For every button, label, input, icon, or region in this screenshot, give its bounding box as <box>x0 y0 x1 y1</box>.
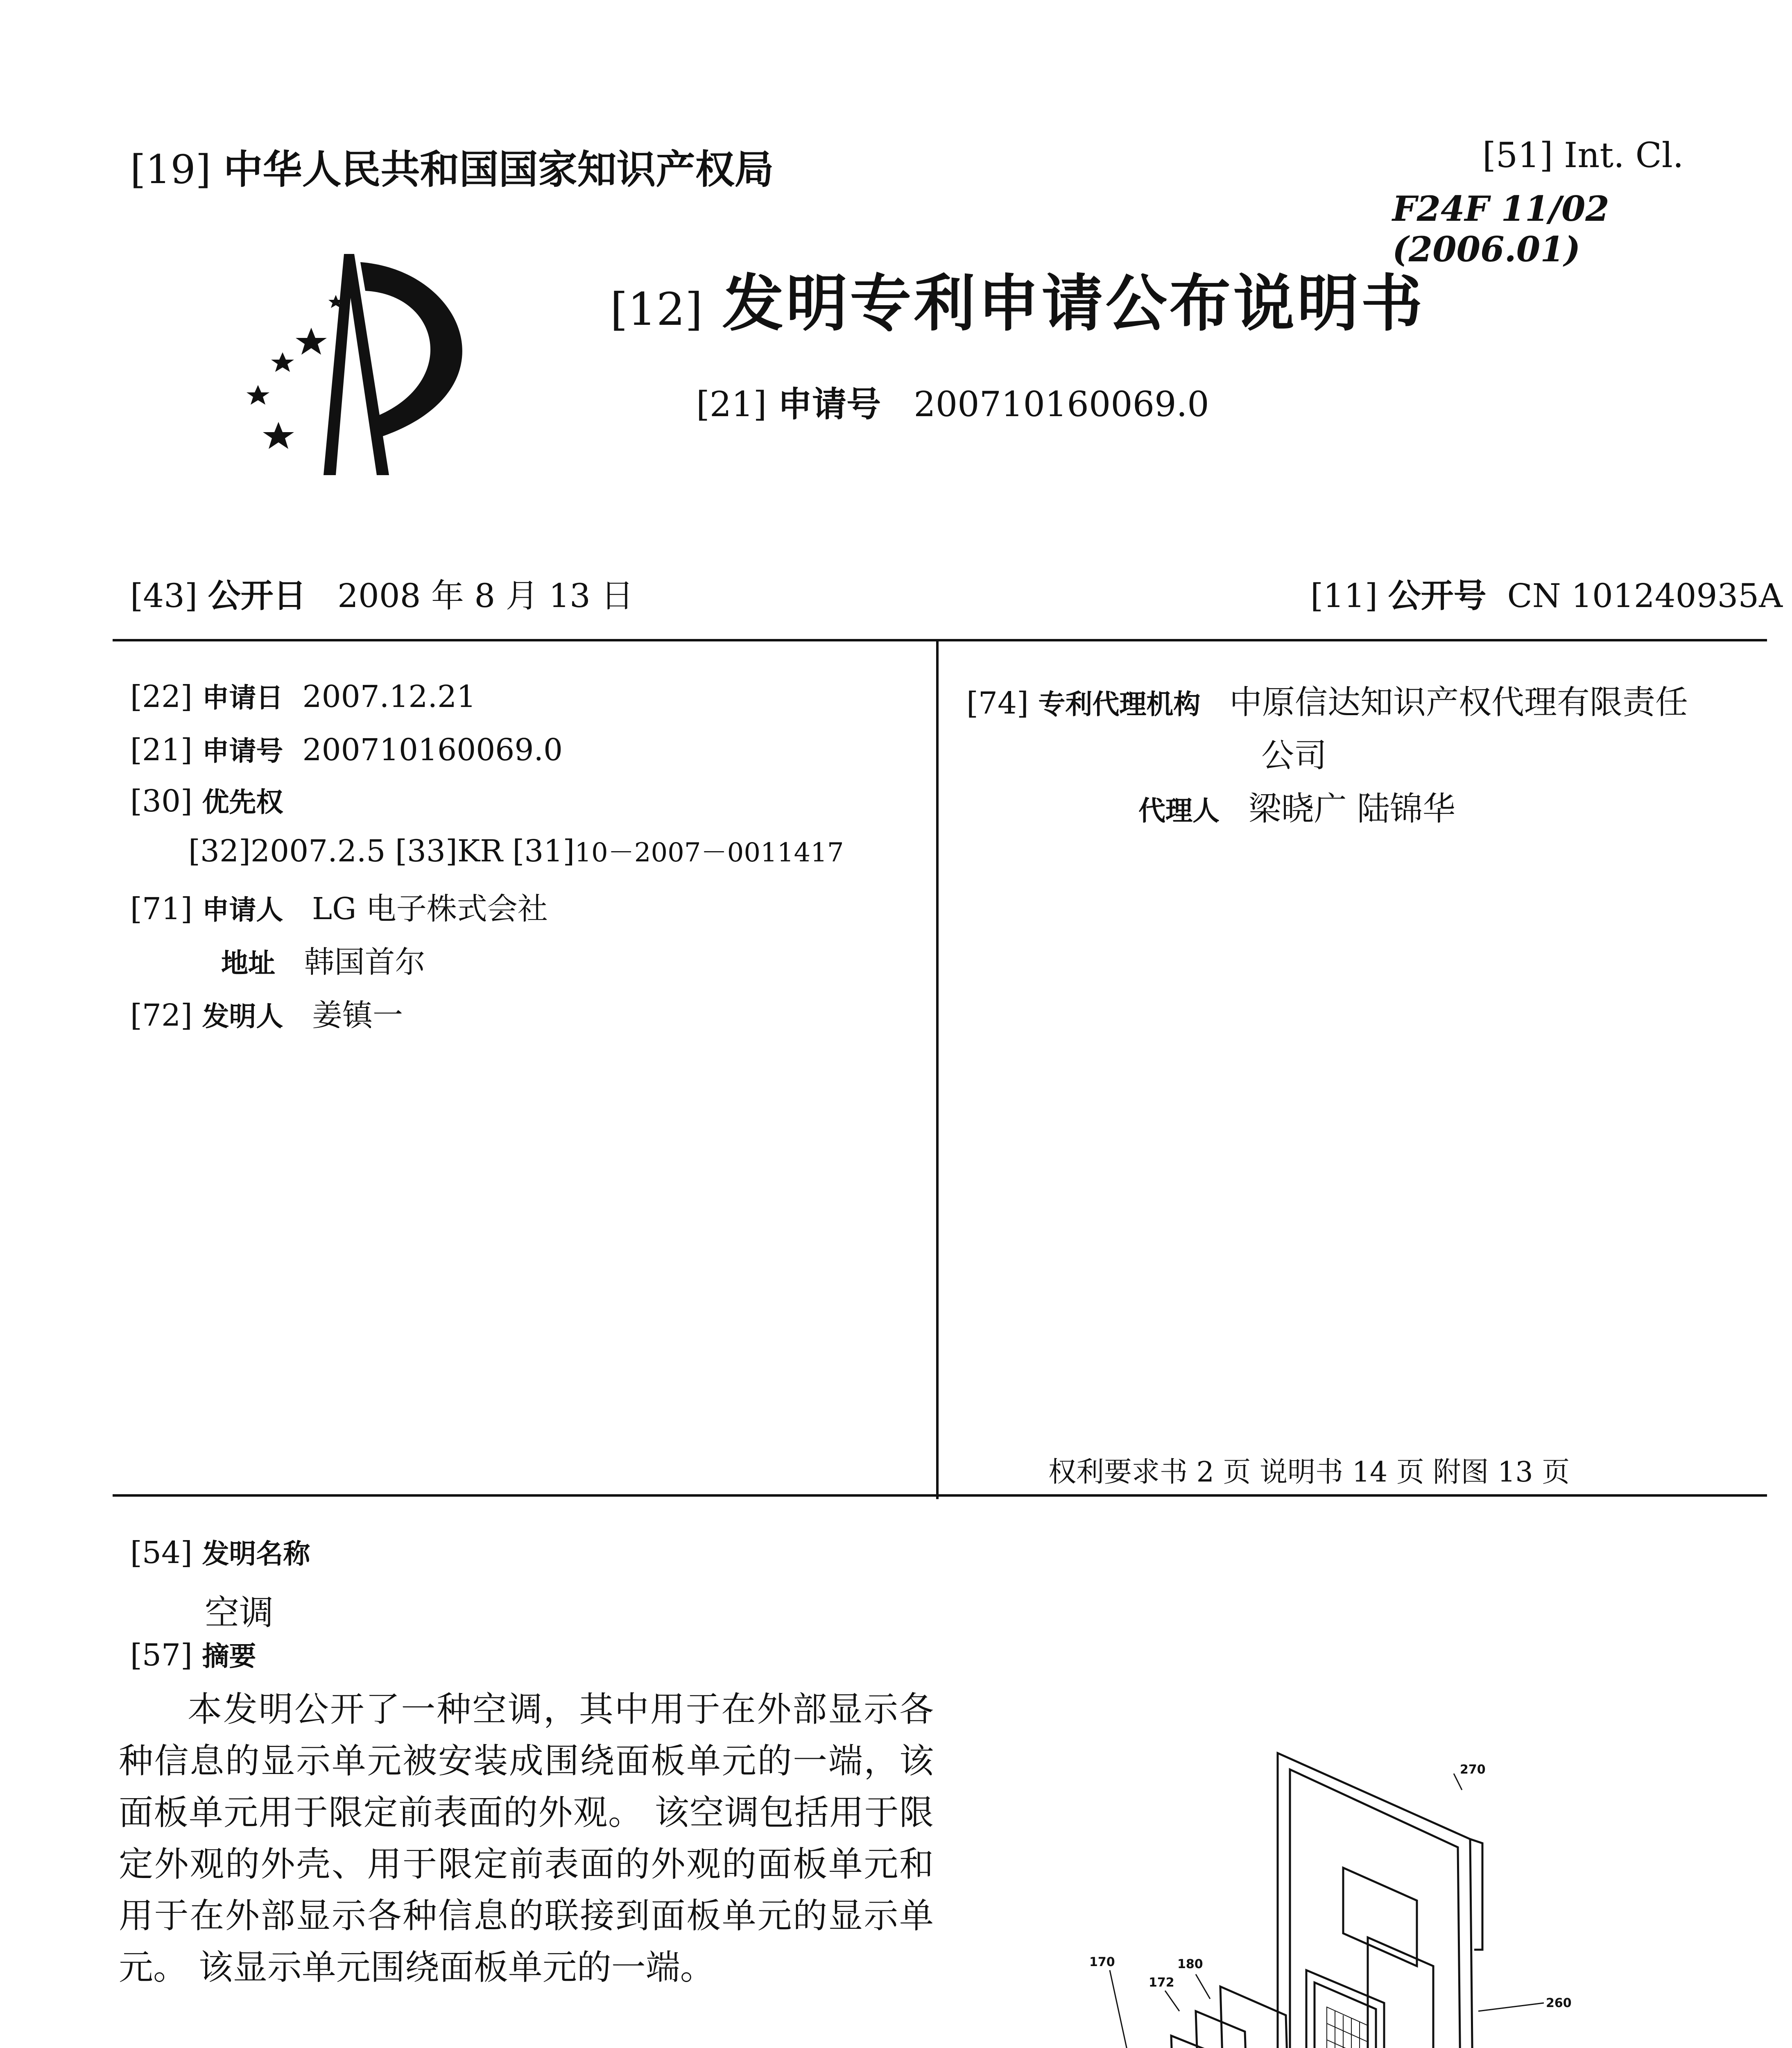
pub-no-value: CN 101240935A <box>1507 577 1783 615</box>
int-cl <box>1482 135 1683 175</box>
pub-no-code: [11] <box>1310 577 1378 615</box>
label-170: 170 <box>1089 1955 1115 1969</box>
field-code: [72] <box>130 998 192 1033</box>
label-270: 270 <box>1460 1763 1486 1777</box>
field-code: [54] <box>130 1535 192 1570</box>
exploded-view-figure <box>1048 1745 1687 2048</box>
label-172: 172 <box>1149 1976 1174 1990</box>
field-value: 2007.12.21 <box>302 679 476 714</box>
invention-title-heading <box>130 1532 310 1571</box>
field-code: [33] <box>395 834 457 869</box>
field-label: 申请号 <box>202 735 283 767</box>
field-code: [31] <box>512 834 575 869</box>
field-label: 摘要 <box>202 1640 256 1672</box>
doc-type: 发明专利申请公布说明书 <box>722 268 1425 340</box>
field-label: 优先权 <box>202 786 283 818</box>
divider-top <box>113 639 1767 641</box>
field-code: [57] <box>130 1638 192 1673</box>
abstract-text: 本发明公开了一种空调，其中用于在外部显示各种信息的显示单元被安装成围绕面板单元的一端，该面板单元用于限定前表面的外观。 该空调包括用于限定外观的外壳、用于限定前表面的外观的面板单元和用于在外部显示各种信息的联接到面板单元的显示单元。 该显示单元围绕面板单元的一端。 <box>119 1689 934 1987</box>
invention-title: 空调 <box>205 1593 274 1633</box>
field-value: 姜镇一 <box>312 998 403 1033</box>
filing-date-row <box>130 676 476 715</box>
doc-type-code: [12] <box>610 283 703 335</box>
address-row <box>221 938 425 981</box>
pub-date-value: 2008 年 8 月 13 日 <box>337 577 634 615</box>
applicant-row <box>130 885 548 928</box>
field-value: LG 电子株式会社 <box>312 891 548 927</box>
display-unit <box>1306 1970 1384 2048</box>
int-cl-label: Int. Cl. <box>1564 135 1684 175</box>
agency-line2: 公司 <box>1261 736 1327 775</box>
pages-summary: 权利要求书 2 页 说明书 14 页 附图 13 页 <box>1048 1456 1570 1488</box>
publication-number <box>1310 569 1783 616</box>
field-code: [22] <box>130 679 192 714</box>
priority-country: KR <box>457 834 503 869</box>
cnipa-emblem-logo <box>213 246 508 483</box>
field-label: 申请人 <box>202 894 283 926</box>
field-value: 中原信达知识产权代理有限责任 <box>1229 683 1688 721</box>
field-value: 200710160069.0 <box>302 732 563 768</box>
field-code: [30] <box>130 784 192 819</box>
field-label: 发明名称 <box>202 1538 310 1570</box>
priority-date: 2007.2.5 <box>250 834 386 869</box>
label-180: 180 <box>1177 1957 1203 1971</box>
priority-row <box>130 780 283 819</box>
field-label: 地址 <box>221 947 275 979</box>
pub-no-label: 公开号 <box>1388 577 1487 615</box>
field-value: 梁晓广 陆锦华 <box>1248 790 1456 828</box>
priority-detail-row <box>188 831 844 869</box>
office-name: 中华人民共和国国家知识产权局 <box>223 147 774 193</box>
header-application-number <box>696 377 1209 426</box>
int-cl-code: [51] <box>1482 135 1553 175</box>
office-code: [19] <box>130 147 211 193</box>
field-code: [74] <box>966 686 1029 721</box>
divider-vertical <box>936 639 939 1499</box>
inventor-row <box>130 991 403 1035</box>
star-icon <box>296 328 327 355</box>
label-260: 260 <box>1546 1996 1572 2010</box>
app-number: 200710160069.0 <box>914 384 1209 424</box>
agent-row <box>1138 782 1455 829</box>
application-number-row <box>130 729 563 768</box>
field-value: 韩国首尔 <box>304 945 425 980</box>
pub-date-code: [43] <box>130 577 198 615</box>
agency-row <box>966 676 1688 723</box>
field-code: [21] <box>130 732 192 768</box>
field-label: 代理人 <box>1138 795 1220 827</box>
pub-date-label: 公开日 <box>208 577 306 615</box>
app-code: [21] <box>696 384 767 424</box>
field-label: 发明人 <box>202 1001 283 1032</box>
document-title <box>610 254 1425 342</box>
field-label: 专利代理机构 <box>1038 689 1201 720</box>
divider-bottom <box>113 1494 1767 1497</box>
ipc-classification: F24F 11/02 (2006.01) <box>1392 188 1609 270</box>
abstract-heading <box>130 1634 256 1673</box>
field-label: 申请日 <box>202 682 283 714</box>
field-code: [71] <box>130 891 192 927</box>
publication-date <box>130 569 634 616</box>
office-header <box>130 138 774 195</box>
app-label: 申请号 <box>778 384 881 424</box>
field-code: [32] <box>188 834 251 869</box>
priority-number: 10－2007－0011417 <box>575 838 844 868</box>
